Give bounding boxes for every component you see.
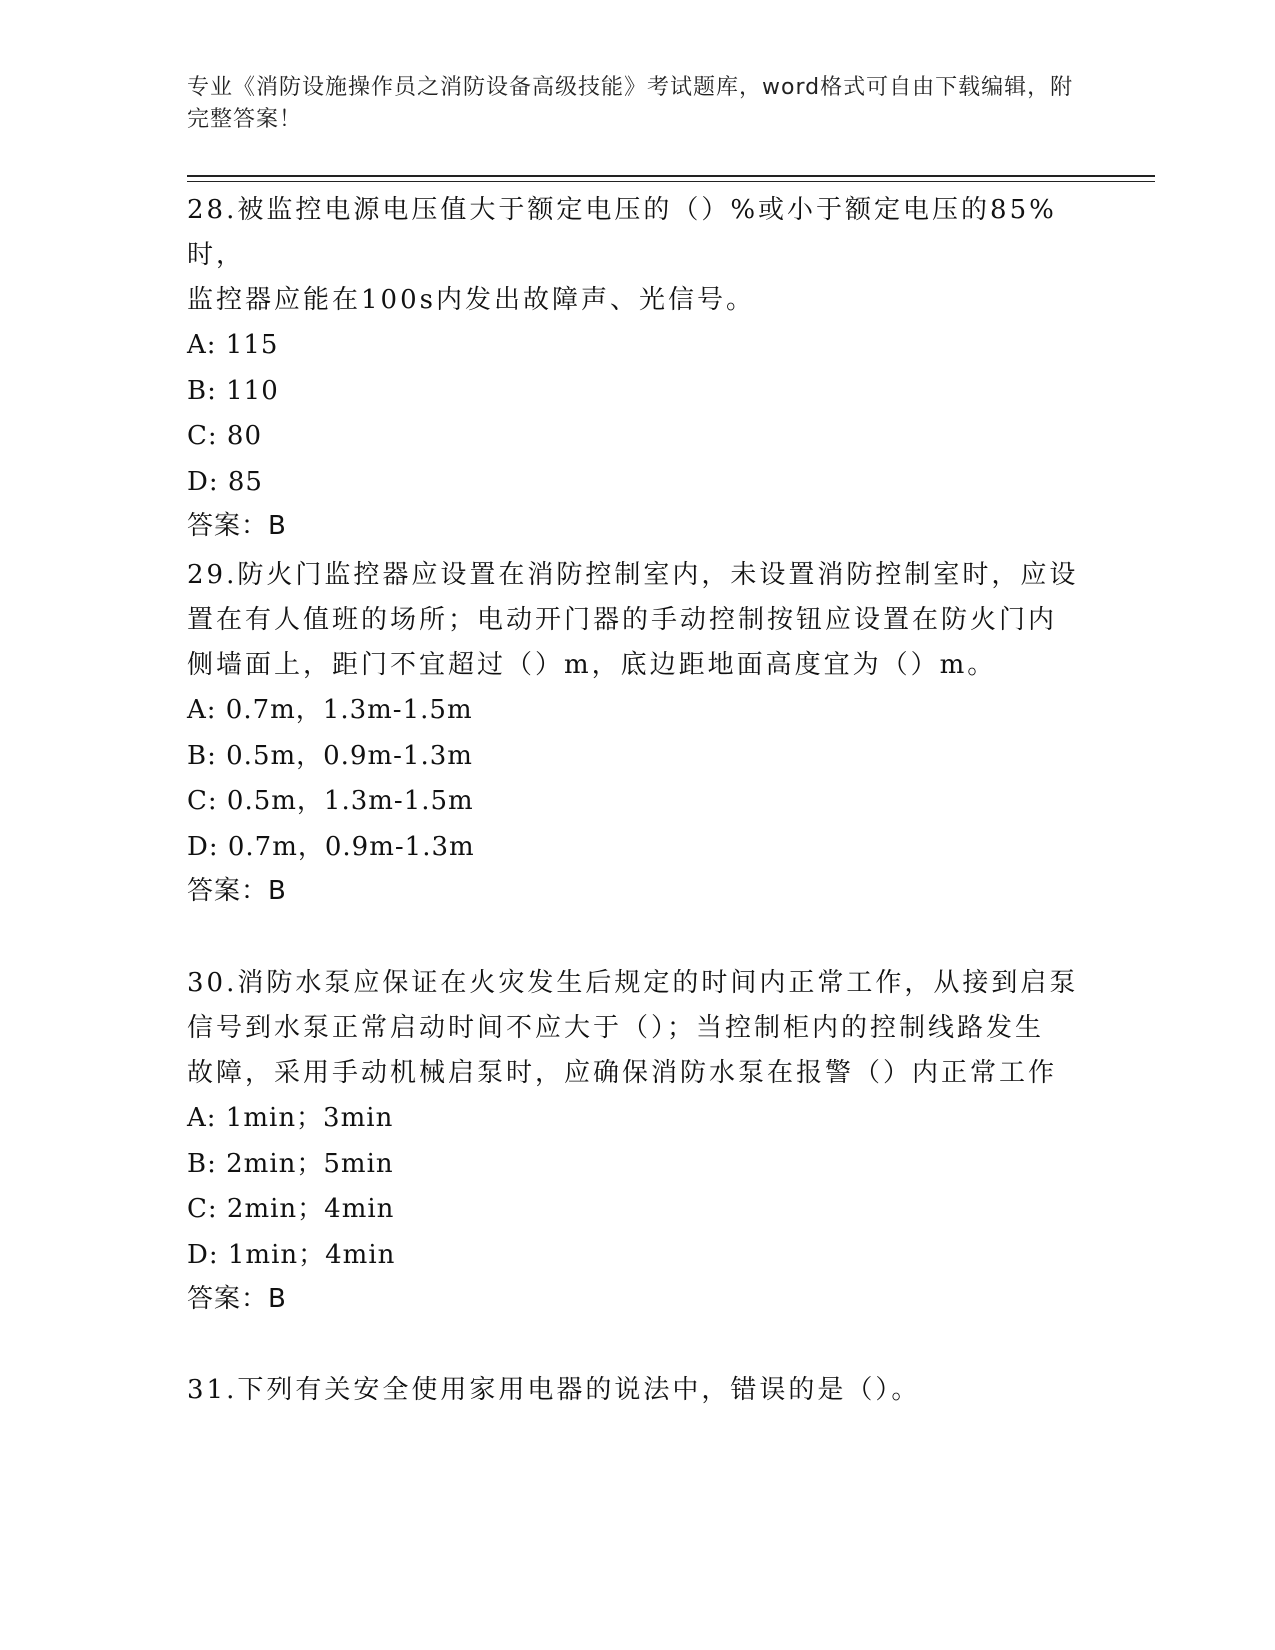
question-text-line: 信号到水泵正常启动时间不应大于（）；当控制柜内的控制线路发生: [187, 1013, 1045, 1043]
question-text-line: 故障，采用手动机械启泵时，应确保消防水泵在报警（）内正常工作: [187, 1058, 1058, 1088]
option-c: C: 80: [187, 421, 263, 451]
question-text-line: 31.下列有关安全使用家用电器的说法中，错误的是（）。: [187, 1375, 921, 1405]
header-divider-thin: [187, 181, 1155, 182]
option-b: B: 110: [187, 375, 279, 406]
question-text-line: 29.防火门监控器应设置在消防控制室内，未设置消防控制室时，应设: [187, 560, 1079, 590]
answer: 答案：B: [187, 1284, 287, 1314]
question-text-line: 30.消防水泵应保证在火灾发生后规定的时间内正常工作，从接到启泵: [187, 968, 1079, 998]
answer: 答案：B: [187, 876, 287, 906]
option-a: A: 115: [187, 330, 279, 360]
question-text-line: 监控器应能在100s内发出故障声、光信号。: [187, 285, 755, 315]
header-divider-thick: [187, 175, 1155, 177]
question-text-line: 置在有人值班的场所；电动开门器的手动控制按钮应设置在防火门内: [187, 605, 1058, 635]
option-b: B: 0.5m，0.9m-1.3m: [187, 740, 473, 771]
option-c: C: 2min；4min: [187, 1194, 395, 1224]
answer: 答案：B: [187, 511, 287, 541]
document-header: 专业《消防设施操作员之消防设备高级技能》考试题库，word格式可自由下载编辑，附完整答案！: [187, 75, 1074, 132]
option-c: C: 0.5m，1.3m-1.5m: [187, 786, 474, 816]
question-text-line: 28.被监控电源电压值大于额定电压的（）%或小于额定电压的85%时，: [187, 195, 1057, 270]
option-b: B: 2min；5min: [187, 1148, 394, 1179]
question-29: [187, 553, 1087, 912]
question-28: [187, 188, 1087, 547]
option-d: D: 1min；4min: [187, 1239, 396, 1270]
question-text-line: 侧墙面上，距门不宜超过（）m，底边距地面高度宜为（）m。: [187, 650, 997, 680]
option-a: A: 1min；3min: [187, 1103, 394, 1133]
question-30: [187, 961, 1087, 1320]
option-d: D: 85: [187, 466, 263, 497]
option-a: A: 0.7m，1.3m-1.5m: [187, 695, 473, 725]
option-d: D: 0.7m，0.9m-1.3m: [187, 831, 475, 862]
question-31: [187, 1368, 1087, 1413]
